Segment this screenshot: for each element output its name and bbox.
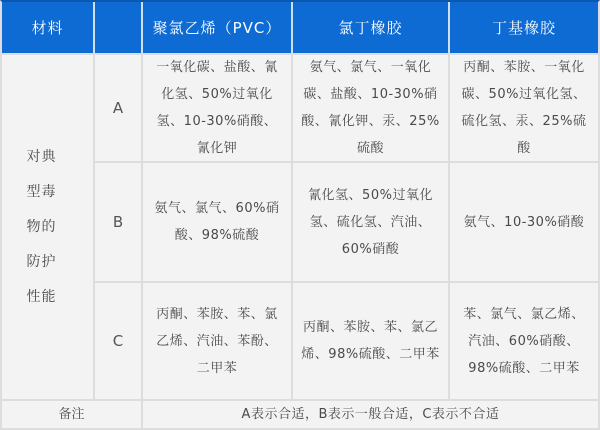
header-col-pvc-label: 聚氯乙烯（PVC）: [152, 18, 282, 37]
footer-remark-note: A表示合适，B表示一般合适，C表示不合适: [241, 407, 500, 422]
header-col-butyl-label: 丁基橡胶: [491, 18, 556, 37]
cell-chloroprene-c-text: 丙酮、苯胺、苯、氯乙烯、98%硫酸、二甲苯: [301, 320, 440, 362]
header-material-label: 材料: [31, 18, 64, 37]
header-col-pvc: [143, 2, 293, 55]
header-grade-spacer: [95, 2, 143, 55]
cell-pvc-b-text: 氨气、氯气、60%硝酸、98%硫酸: [154, 201, 280, 243]
cell-butyl-b-text: 氨气、10-30%硝酸: [463, 214, 585, 230]
footer-remark-note-cell: [143, 401, 598, 428]
cell-chloroprene-b: [293, 163, 450, 283]
cell-butyl-a-text: 丙酮、苯胺、一氧化碳、50%过氧化氢、硫化氢、汞、25%硫酸: [461, 60, 587, 156]
grade-cell-c: [95, 283, 143, 401]
grade-cell-a: [95, 55, 143, 163]
header-col-chloroprene: [293, 2, 450, 55]
cell-butyl-a: [450, 55, 598, 163]
grade-c-label: C: [112, 331, 124, 350]
footer-remark-label-cell: [2, 401, 143, 428]
grade-a-label: A: [112, 98, 124, 117]
cell-pvc-a: [143, 55, 293, 163]
header-col-chloroprene-label: 氯丁橡胶: [338, 18, 403, 37]
grade-cell-b: [95, 163, 143, 283]
row-group-label-text: 对典型毒物的防护性能: [26, 148, 57, 305]
cell-pvc-a-text: 一氧化碳、盐酸、氰化氢、50%过氧化氢、10-30%硝酸、氰化钾: [156, 60, 278, 156]
cell-butyl-c: [450, 283, 598, 401]
cell-butyl-b: [450, 163, 598, 283]
grade-b-label: B: [112, 212, 124, 231]
header-col-butyl: [450, 2, 598, 55]
footer-remark-label: 备注: [58, 407, 85, 422]
header-material: [2, 2, 95, 55]
cell-chloroprene-a: [293, 55, 450, 163]
cell-butyl-c-text: 苯、氯气、氯乙烯、汽油、60%硝酸、98%硫酸、二甲苯: [463, 306, 585, 376]
cell-pvc-b: [143, 163, 293, 283]
cell-pvc-c: [143, 283, 293, 401]
row-group-label: [2, 55, 95, 401]
cell-chloroprene-a-text: 氨气、氯气、一氧化碳、盐酸、10-30%硝酸、氰化钾、汞、25%硫酸: [301, 60, 440, 156]
cell-chloroprene-c: [293, 283, 450, 401]
cell-pvc-c-text: 丙酮、苯胺、苯、氯乙烯、汽油、苯酚、二甲苯: [156, 306, 278, 376]
cell-chloroprene-b-text: 氰化氢、50%过氧化氢、硫化氢、汽油、60%硝酸: [308, 187, 433, 257]
